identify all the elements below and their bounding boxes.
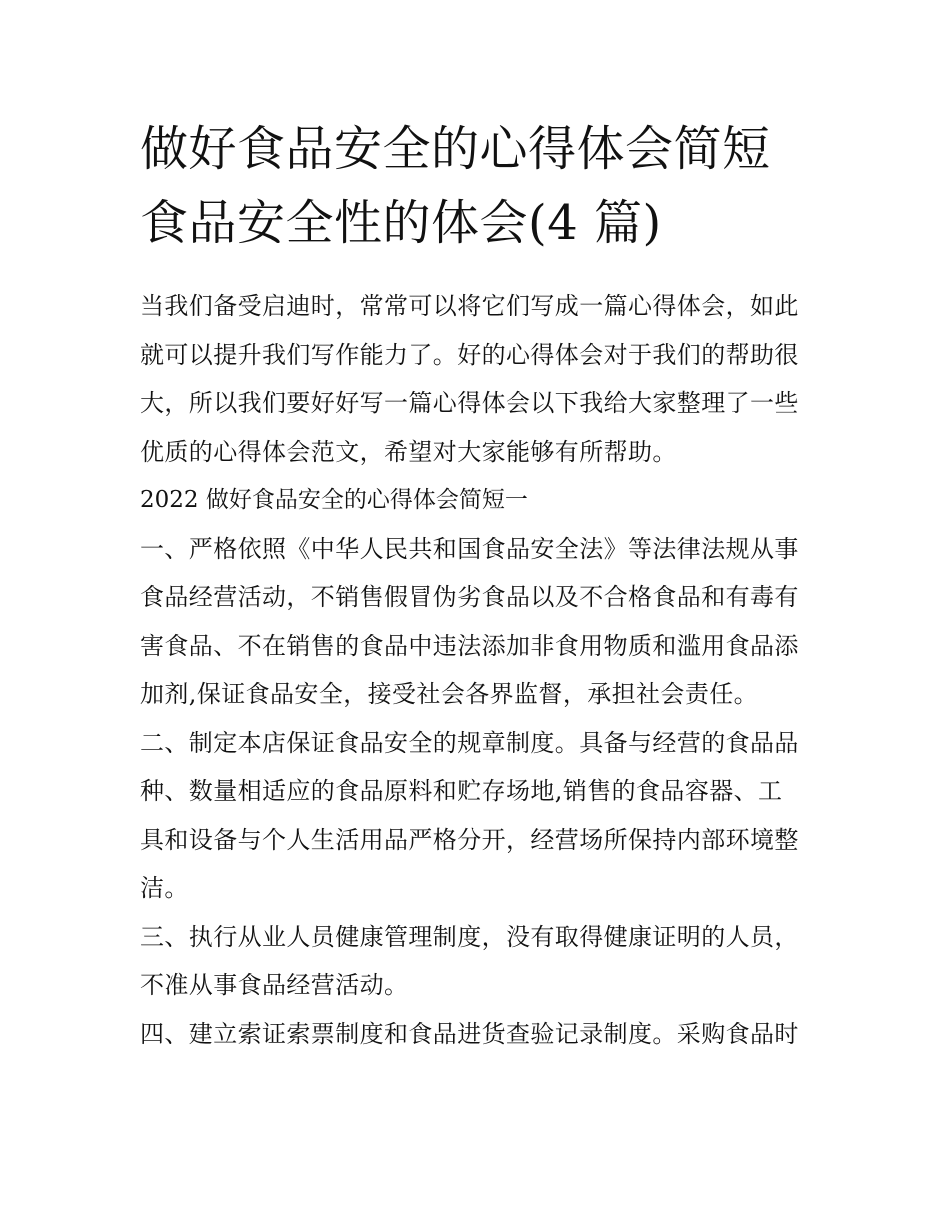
intro-line: 就可以提升我们写作能力了。好的心得体会对于我们的帮助很	[140, 340, 799, 369]
document-title	[140, 112, 812, 260]
intro-paragraph	[140, 282, 812, 476]
document-body	[140, 112, 812, 1058]
item-1-line: 害食品、不在销售的食品中违法添加非食用物质和滥用食品添	[140, 631, 799, 660]
item-2-paragraph	[140, 719, 812, 913]
item-1-line: 食品经营活动，不销售假冒伪劣食品以及不合格食品和有毒有	[140, 583, 799, 611]
item-3-paragraph	[140, 913, 812, 1010]
section-heading: 2022 做好食品安全的心得体会简短一	[140, 487, 528, 513]
item-2-line: 具和设备与个人生活用品严格分开，经营场所保持内部环境整	[140, 825, 799, 854]
item-1-paragraph	[140, 525, 812, 719]
item-3-line: 不准从事食品经营活动。	[140, 971, 409, 999]
intro-line: 大，所以我们要好好写一篇心得体会以下我给大家整理了一些	[140, 389, 799, 417]
item-3-line: 三、执行从业人员健康管理制度，没有取得健康证明的人员，	[140, 922, 799, 951]
item-2-line: 种、数量相适应的食品原料和贮存场地,销售的食品容器、工	[140, 777, 783, 805]
title-line-2: 食品安全性的体会(4 篇)	[140, 195, 662, 251]
item-2-line: 洁。	[140, 874, 189, 902]
item-4-paragraph	[140, 1010, 812, 1059]
item-1-line: 一、严格依照《中华人民共和国食品安全法》等法律法规从事	[140, 534, 799, 563]
title-line-1: 做好食品安全的心得体会简短	[140, 121, 771, 177]
item-2-line: 二、制定本店保证食品安全的规章制度。具备与经营的食品品	[140, 728, 799, 757]
intro-line: 当我们备受启迪时，常常可以将它们写成一篇心得体会，如此	[140, 292, 799, 320]
item-4-line: 四、建立索证索票制度和食品进货查验记录制度。采购食品时	[140, 1019, 799, 1048]
item-1-line: 加剂,保证食品安全，接受社会各界监督，承担社会责任。	[140, 680, 759, 708]
intro-line: 优质的心得体会范文，希望对大家能够有所帮助。	[140, 437, 677, 466]
